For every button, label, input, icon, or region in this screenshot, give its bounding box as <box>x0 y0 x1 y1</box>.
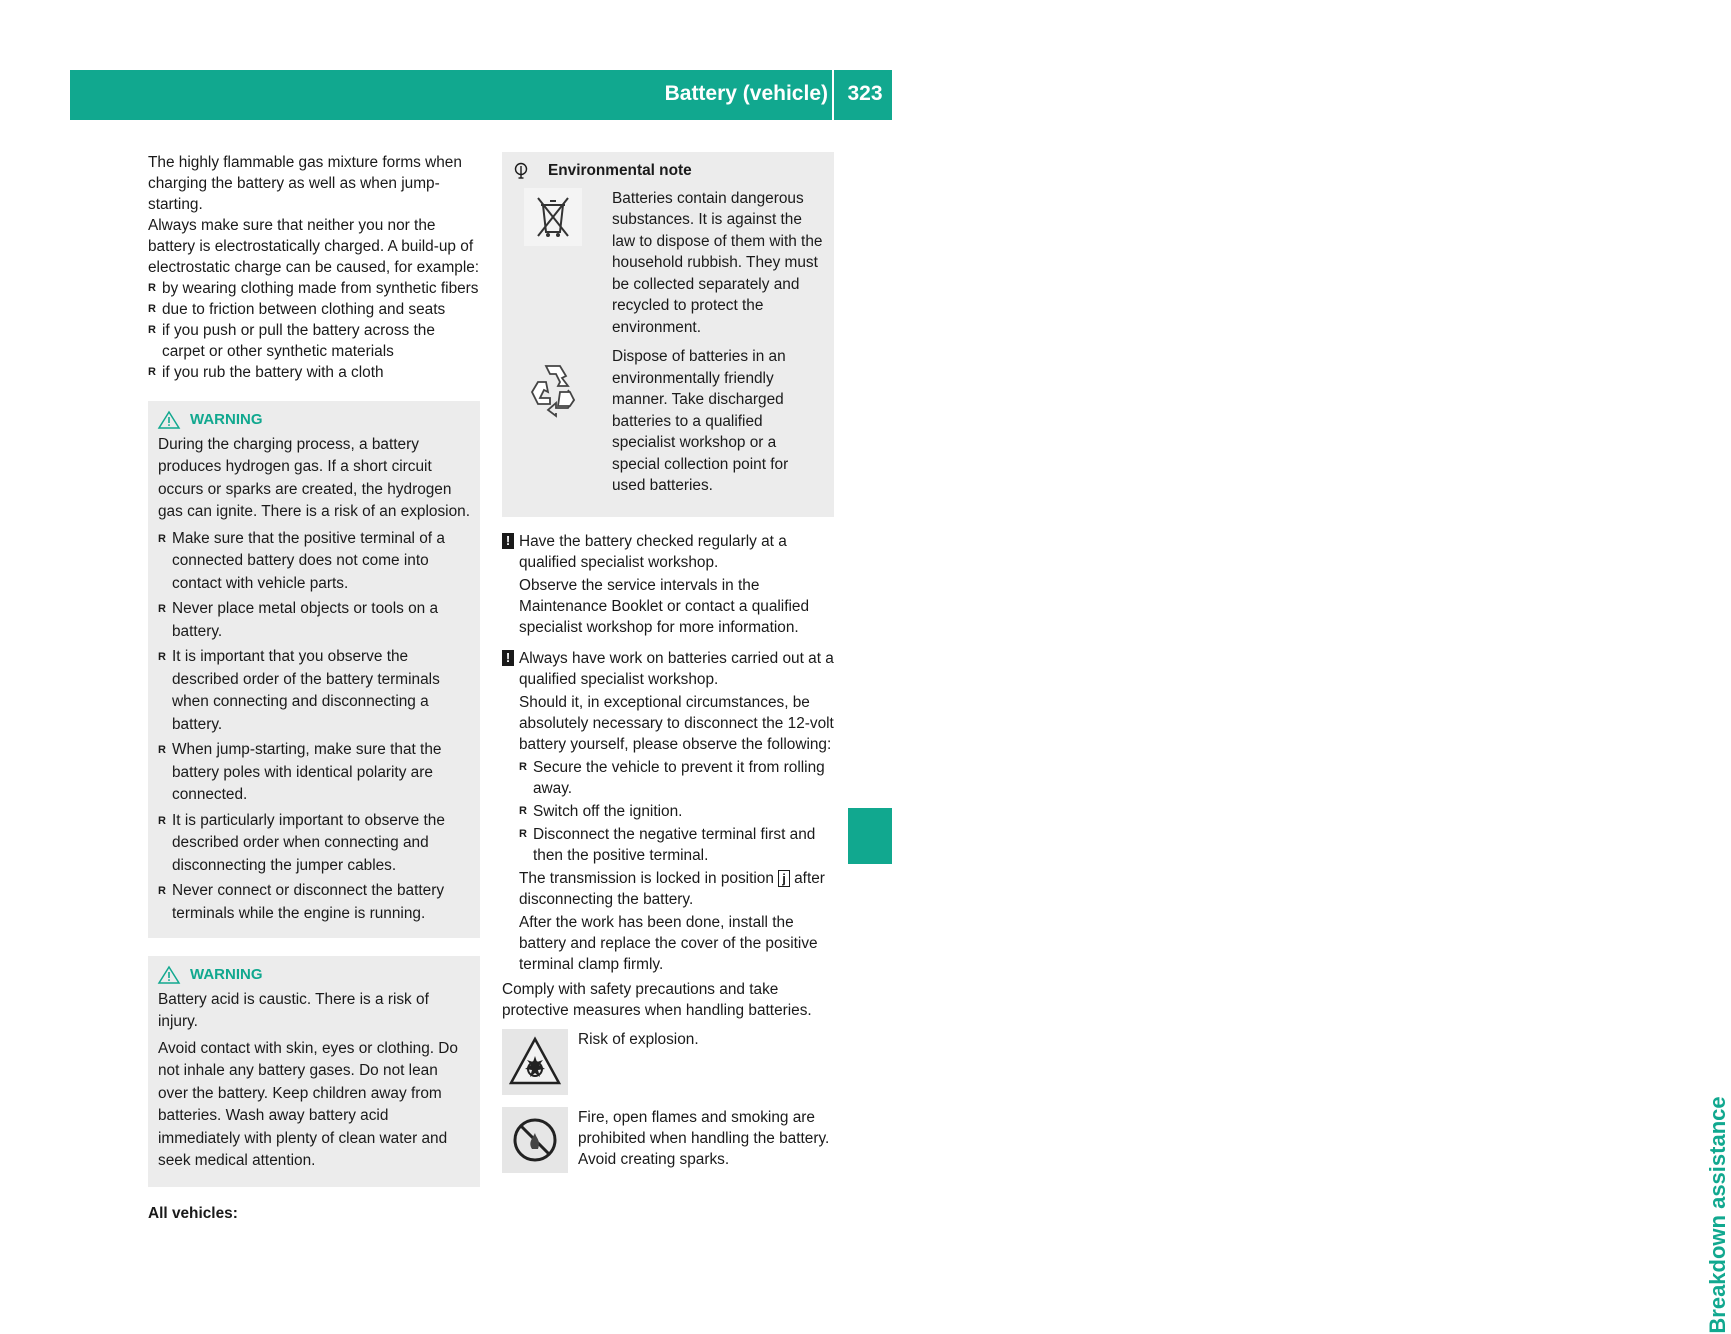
paragraph: Always make sure that neither you nor the battery is electrostatically charged. A build-up of electrostatic charge can be caused, for example: <box>148 217 480 276</box>
note-block <box>502 531 834 638</box>
list-item: R It is important that you observe the described order of the battery terminals when connecting and disconnecting a battery. <box>158 646 470 736</box>
section-tab-label: Breakdown assistance <box>1705 1096 1730 1334</box>
list-item: R Never place metal objects or tools on a battery. <box>158 598 470 643</box>
exclamation-icon: ! <box>502 650 514 666</box>
warning-label: WARNING <box>190 966 263 983</box>
list-item: R Never connect or disconnect the battery terminals while the engine is running. <box>158 880 470 925</box>
environmental-item-text: Batteries contain dangerous substances. It is against the law to dispose of them with the household rubbish. They must be collected separately and recycled to protect the environment. <box>612 189 823 336</box>
warning-heading <box>158 409 470 432</box>
note-text: Have the battery checked regularly at a qualified specialist workshop. <box>519 532 787 571</box>
list-item: R by wearing clothing made from synthetic fibers <box>148 278 480 299</box>
note-text <box>519 868 834 910</box>
no-fire-icon <box>502 1107 568 1173</box>
left-column <box>148 152 480 1224</box>
warning-text: During the charging process, a battery produces hydrogen gas. If a short circuit occurs or sparks are created, the hydrogen gas can ignite. There is a risk of an explosion. <box>158 435 470 520</box>
safety-sign-row <box>502 1107 834 1173</box>
warning-triangle-icon <box>158 966 180 984</box>
header-divider <box>832 70 834 120</box>
list-item: R When jump-starting, make sure that the battery poles with identical polarity are connected. <box>158 739 470 807</box>
note-text: Always have work on batteries carried out at a qualified specialist workshop. <box>519 649 834 688</box>
list-item: R It is particularly important to observe the described order when connecting and disconnecting the jumper cables. <box>158 810 470 878</box>
environmental-note-box <box>502 152 834 517</box>
recycle-icon <box>524 356 582 414</box>
note-text: Observe the service intervals in the Maintenance Booklet or contact a qualified specialist workshop for more information. <box>519 576 810 636</box>
note-text-part: after disconnecting the battery. <box>519 869 825 908</box>
note-block <box>502 648 834 975</box>
list-item: R Switch off the ignition. <box>519 801 834 822</box>
crossed-bin-icon <box>524 188 582 246</box>
note-text: After the work has been done, install the battery and replace the cover of the positive terminal clamp firmly. <box>519 913 818 973</box>
page-number: 323 <box>847 82 883 105</box>
warning-text: Avoid contact with skin, eyes or clothing. Do not inhale any battery gases. Do not lean over the battery. Keep children away from batteries. Wash away battery acid immediately with plenty of clean water and seek medical attention. <box>158 1039 458 1169</box>
list-item: R due to friction between clothing and seats <box>148 299 480 320</box>
list-item: R Secure the vehicle to prevent it from rolling away. <box>519 757 834 799</box>
section-marker <box>848 808 892 864</box>
safety-sign-text: Risk of explosion. <box>578 1030 699 1048</box>
warning-heading <box>158 964 470 987</box>
section-tab[interactable] <box>848 540 1730 1334</box>
park-position-symbol: j <box>778 870 790 887</box>
paragraph: Comply with safety precautions and take protective measures when handling batteries. <box>502 980 812 1019</box>
warning-label: WARNING <box>190 411 263 428</box>
environmental-item <box>512 188 824 339</box>
list-item: R if you rub the battery with a cloth <box>148 362 480 383</box>
safety-sign-text: Fire, open flames and smoking are prohibited when handling the battery. Avoid creating sparks. <box>578 1108 830 1168</box>
exclamation-icon: ! <box>502 533 514 549</box>
environmental-note-heading <box>512 160 824 182</box>
safety-sign-row <box>502 1029 834 1095</box>
environmental-item <box>512 346 824 497</box>
note-text-part: The transmission is locked in position <box>519 869 774 887</box>
environmental-note-label: Environmental note <box>548 162 692 179</box>
warning-box <box>148 956 480 1187</box>
paragraph: The highly flammable gas mixture forms when charging the battery as well as when jump-starting. <box>148 154 462 213</box>
list-item: R Disconnect the negative terminal first and then the positive terminal. <box>519 824 834 866</box>
explosion-warning-icon <box>502 1029 568 1095</box>
page-title: Battery (vehicle) <box>664 82 828 105</box>
list-item: R Make sure that the positive terminal of a connected battery does not come into contact with vehicle parts. <box>158 528 470 596</box>
warning-text: Battery acid is caustic. There is a risk of injury. <box>158 990 429 1030</box>
lightbulb-icon <box>512 162 530 180</box>
warning-triangle-icon <box>158 411 180 429</box>
environmental-item-text: Dispose of batteries in an environmentally friendly manner. Take discharged batteries to a qualified specialist workshop or a special collection point for used batteries. <box>612 348 789 494</box>
subheading: All vehicles: <box>148 1204 238 1222</box>
warning-box <box>148 401 480 938</box>
note-text: Should it, in exceptional circumstances, be absolutely necessary to disconnect the 12-volt battery yourself, please observe the following: <box>519 693 834 753</box>
right-column <box>502 152 834 1173</box>
list-item: R if you push or pull the battery across the carpet or other synthetic materials <box>148 320 480 362</box>
